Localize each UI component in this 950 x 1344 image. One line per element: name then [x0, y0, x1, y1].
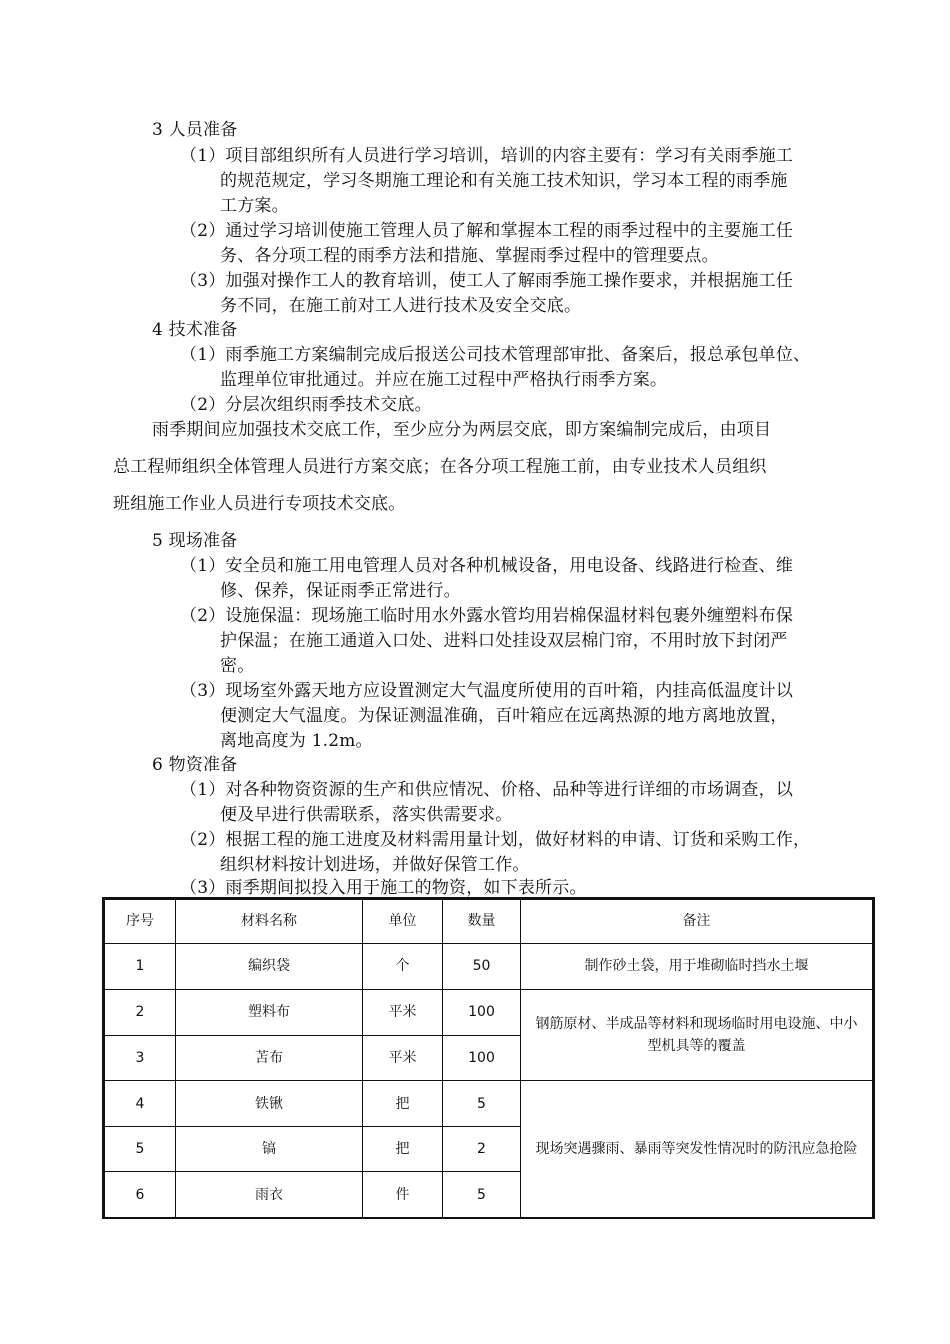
paragraph-line: 班组施工作业人员进行专项技术交底。: [113, 494, 406, 514]
paragraph-line: 务、各分项工程的雨季方法和措施、掌握雨季过程中的管理要点。: [220, 246, 719, 266]
paragraph-line: （1）对各种物资资源的生产和供应情况、价格、品种等进行详细的市场调查，以: [180, 780, 794, 800]
paragraph-line: 务不同，在施工前对工人进行技术及安全交底。: [220, 296, 582, 316]
materials-table: [102, 897, 875, 1219]
paragraph-line: 监理单位审批通过。并应在施工过程中严格执行雨季方案。: [220, 370, 668, 390]
table-row: [104, 990, 874, 1036]
paragraph-line: 便测定大气温度。为保证测温准确，百叶箱应在远离热源的地方离地放置，: [220, 706, 788, 726]
table-row: [104, 1081, 874, 1127]
table-cell: 3: [104, 1035, 176, 1081]
section-heading-technical: 4 技术准备: [152, 320, 238, 340]
table-cell: 铁锹: [176, 1081, 363, 1127]
table-cell: 编织袋: [176, 943, 363, 990]
table-cell: 4: [104, 1081, 176, 1127]
table-cell: 50: [443, 943, 521, 990]
table-cell: 平米: [363, 990, 443, 1036]
paragraph-line: （3）雨季期间拟投入用于施工的物资，如下表所示。: [180, 878, 587, 898]
table-cell: 2: [443, 1126, 521, 1172]
table-cell: 1: [104, 943, 176, 990]
paragraph-line: 总工程师组织全体管理人员进行方案交底；在各分项工程施工前，由专业技术人员组织: [113, 457, 767, 477]
column-header-quantity: 数量: [443, 899, 521, 944]
paragraph-line: 便及早进行供需联系，落实供需要求。: [220, 805, 513, 825]
table-cell: 把: [363, 1126, 443, 1172]
table-cell: 2: [104, 990, 176, 1036]
table-cell: 苫布: [176, 1035, 363, 1081]
table-cell: 100: [443, 1035, 521, 1081]
section-heading-materials: 6 物资准备: [152, 755, 238, 775]
paragraph-line: （1）项目部组织所有人员进行学习培训，培训的内容主要有：学习有关雨季施工: [180, 146, 794, 166]
table-cell: 5: [443, 1172, 521, 1218]
paragraph-line: （2）设施保温：现场施工临时用水外露水管均用岩棉保温材料包裹外缠塑料布保: [180, 606, 794, 626]
paragraph-line: 组织材料按计划进场，并做好保管工作。: [220, 855, 530, 875]
paragraph-line: 密。: [220, 656, 255, 676]
table-cell: 雨衣: [176, 1172, 363, 1218]
paragraph-line: （2）根据工程的施工进度及材料需用量计划，做好材料的申请、订货和采购工作，: [180, 830, 811, 850]
remarks-cell: 制作砂土袋，用于堆砌临时挡水土堰: [521, 943, 874, 990]
paragraph-line: 离地高度为 1.2m。: [220, 731, 373, 751]
table-cell: 5: [443, 1081, 521, 1127]
paragraph-line: （1）雨季施工方案编制完成后报送公司技术管理部审批、备案后，报总承包单位、: [180, 345, 811, 365]
paragraph-line: （2）通过学习培训使施工管理人员了解和掌握本工程的雨季过程中的主要施工任: [180, 221, 794, 241]
table-cell: 把: [363, 1081, 443, 1127]
table-cell: 镐: [176, 1126, 363, 1172]
column-header-index: 序号: [104, 899, 176, 944]
paragraph-line: （2）分层次组织雨季技术交底。: [180, 395, 432, 415]
remarks-cell: 现场突遇骤雨、暴雨等突发性情况时的防汛应急抢险: [521, 1081, 874, 1218]
column-header-material: 材料名称: [176, 899, 363, 944]
column-header-remarks: 备注: [521, 899, 874, 944]
paragraph-line: （3）加强对操作工人的教育培训，使工人了解雨季施工操作要求，并根据施工任: [180, 271, 794, 291]
table-cell: 平米: [363, 1035, 443, 1081]
table-cell: 个: [363, 943, 443, 990]
section-heading-personnel: 3 人员准备: [152, 120, 238, 140]
paragraph-line: 工方案。: [220, 196, 289, 216]
paragraph-line: 修、保养，保证雨季正常进行。: [220, 581, 461, 601]
table-cell: 5: [104, 1126, 176, 1172]
remarks-cell: 钢筋原材、半成品等材料和现场临时用电设施、中小型机具等的覆盖: [521, 990, 874, 1081]
table-row: [104, 943, 874, 990]
section-heading-site: 5 现场准备: [152, 531, 238, 551]
column-header-unit: 单位: [363, 899, 443, 944]
table-cell: 6: [104, 1172, 176, 1218]
paragraph-line: 雨季期间应加强技术交底工作，至少应分为两层交底，即方案编制完成后，由项目: [152, 420, 772, 440]
table-cell: 塑料布: [176, 990, 363, 1036]
paragraph-line: （3）现场室外露天地方应设置测定大气温度所使用的百叶箱，内挂高低温度计以: [180, 681, 794, 701]
table-cell: 件: [363, 1172, 443, 1218]
table-header-row: [104, 899, 874, 944]
paragraph-line: 的规范规定，学习冬期施工理论和有关施工技术知识，学习本工程的雨季施: [220, 171, 788, 191]
paragraph-line: 护保温；在施工通道入口处、进料口处挂设双层棉门帘，不用时放下封闭严: [220, 631, 788, 651]
paragraph-line: （1）安全员和施工用电管理人员对各种机械设备，用电设备、线路进行检查、维: [180, 556, 794, 576]
table-cell: 100: [443, 990, 521, 1036]
